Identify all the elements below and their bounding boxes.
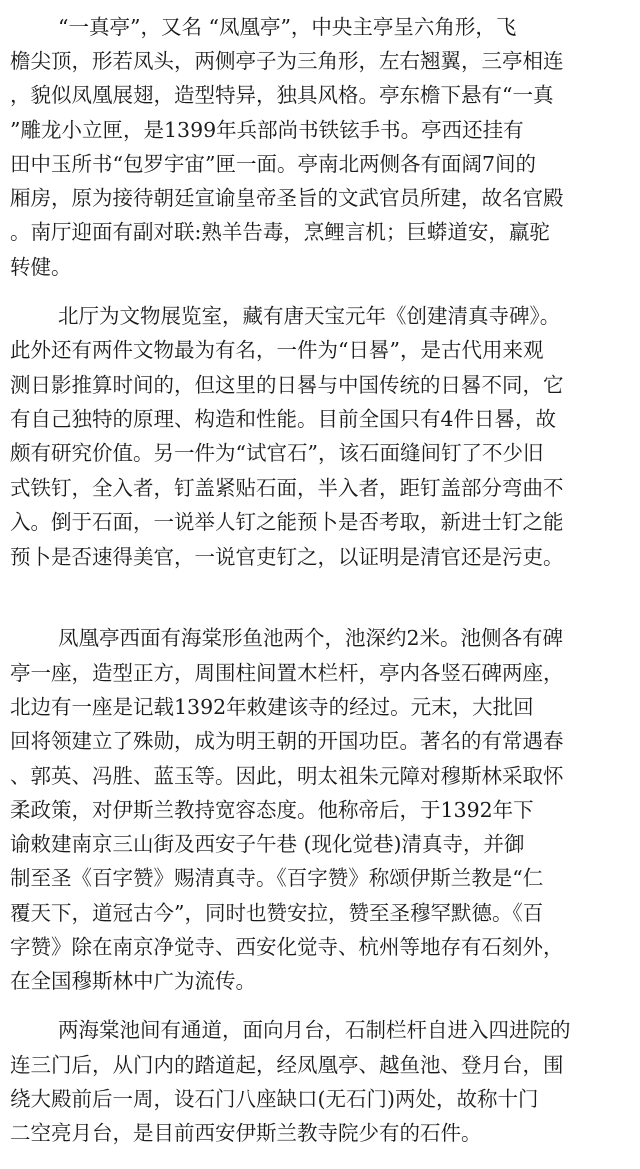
text-line: 颇有研究价值。另一件为“试官石”，该石面缝间钉了不少旧 [10,441,544,465]
text-line: 柔政策，对伊斯兰教持宽容态度。他称帝后，于1392年下 [10,798,534,822]
text-line: “一真亭”，又名 “凤凰亭”，中央主亭呈六角形，飞 [58,15,517,39]
text-line: 回将领建立了殊勋，成为明王朝的开国功臣。著名的有常遇春 [10,729,564,753]
text-line: 田中玉所书“包罗宇宙”匣一面。亭南北两侧各有面阔7间的 [10,152,537,176]
text-line: 连三门后，从门内的踏道起，经凤凰亭、越鱼池、登月台，围 [10,1053,564,1077]
text-line: 此外还有两件文物最为有名，一件为“日晷”，是古代用来观 [10,338,544,362]
text-line: 北边有一座是记载1392年敕建该寺的经过。元末，大批回 [10,695,534,719]
text-line: 式铁钉，全入者，钉盖紧贴石面，半入者，距钉盖部分弯曲不 [10,476,564,500]
text-line: 字赞》除在南京净觉寺、西安化觉寺、杭州等地存有石刻外， [10,935,564,959]
text-line: 在全国穆斯林中广为流传。 [10,969,256,993]
text-line: 绕大殿前后一周，设石门八座缺口(无石门)两处，故称十门 [10,1087,539,1111]
text-line: 覆天下，道冠古今”，同时也赞安拉，赞至圣穆罕默德。《百 [10,901,544,925]
text-line: 制至圣《百字赞》赐清真寺。《百字赞》称颂伊斯兰教是“仁 [10,866,544,890]
text-line: 入。倒于石面，一说举人钉之能预卜是否考取，新进士钉之能 [10,510,564,534]
text-line: 谕敕建南京三山街及西安子午巷 (现化觉巷)清真寺，并御 [10,832,525,856]
text-line: 厢房，原为接待朝廷宣谕皇帝圣旨的文武官员所建，故名官殿 [10,186,564,210]
text-line: 测日影推算时间的，但这里的日晷与中国传统的日晷不同，它 [10,373,564,397]
text-line: ”雕龙小立匣，是1399年兵部尚书铁铉手书。亭西还挂有 [10,118,524,142]
text-line: 有自己独特的原理、构造和性能。目前全国只有4件日晷，故 [10,407,557,431]
text-line: 亭一座，造型正方，周围柱间置木栏杆，亭内各竖石碑两座， [10,661,564,685]
text-line: 转健。 [10,255,72,279]
text-line: 、郭英、冯胜、蓝玉等。因此，明太祖朱元障对穆斯林采取怀 [10,764,564,788]
text-line: 。南厅迎面有副对联:熟羊告毒，烹鲤言机；巨蟒道安，羸驼 [10,220,550,244]
text-line: 北厅为文物展览室，藏有唐天宝元年《创建清真寺碑》。 [58,304,561,328]
text-line: ，貌似凤凰展翅，造型特异，独具风格。亭东檐下悬有“一真 [10,83,554,107]
text-line: 预卜是否速得美官，一说官吏钉之，以证明是清官还是污吏。 [10,545,564,569]
text-line: 二空亮月台，是目前西安伊斯兰教寺院少有的石件。 [10,1121,482,1145]
text-line: 凤凰亭西面有海棠形鱼池两个，池深约2米。池侧各有碑 [58,626,564,650]
text-line: 檐尖顶，形若凤头，两侧亭子为三角形，左右翘翼，三亭相连 [10,49,564,73]
text-line: 两海棠池间有通道，面向月台，石制栏杆自进入四进院的 [58,1018,571,1042]
